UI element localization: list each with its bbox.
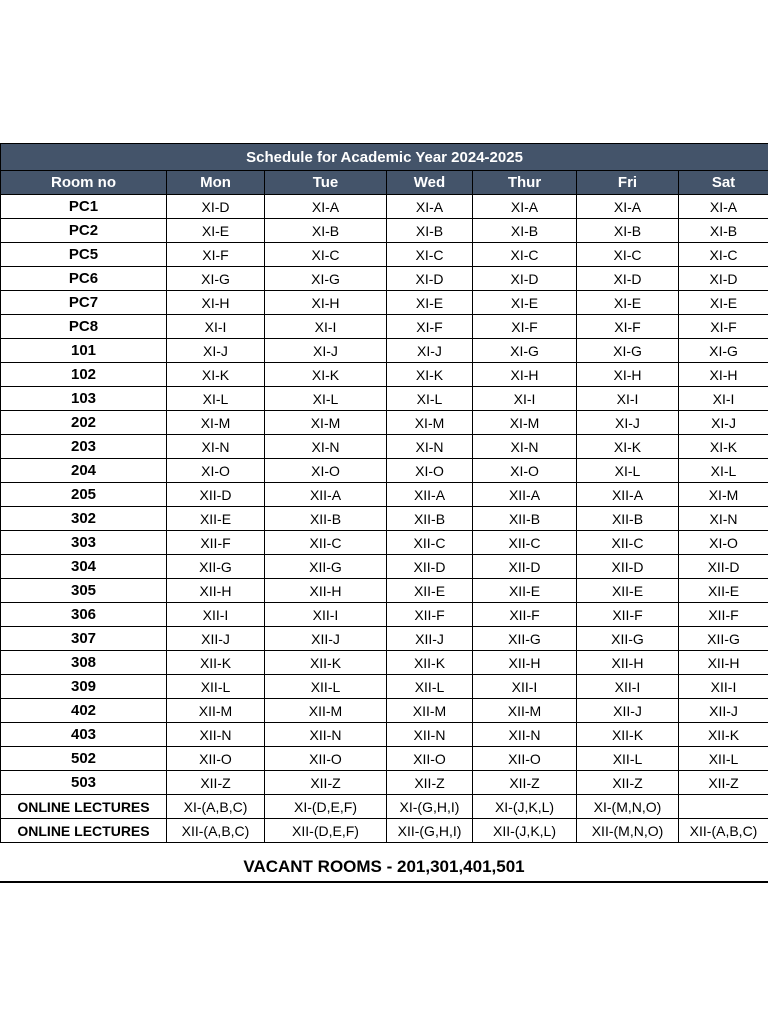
room-number-cell: 304 — [1, 555, 167, 579]
class-cell: XI-M — [679, 483, 768, 507]
online-lectures-label: ONLINE LECTURES — [1, 795, 167, 819]
room-number-cell: 102 — [1, 363, 167, 387]
table-row — [1, 483, 768, 507]
class-cell: XI-F — [679, 315, 768, 339]
class-cell: XII-E — [387, 579, 473, 603]
class-cell: XI-E — [167, 219, 265, 243]
room-number-cell: 308 — [1, 651, 167, 675]
table-row — [1, 339, 768, 363]
class-cell: XII-(A,B,C) — [167, 819, 265, 843]
class-cell: XII-F — [679, 603, 768, 627]
class-cell: XI-(G,H,I) — [387, 795, 473, 819]
class-cell: XII-O — [265, 747, 387, 771]
class-cell: XII-D — [577, 555, 679, 579]
class-cell: XII-L — [577, 747, 679, 771]
class-cell: XII-F — [473, 603, 577, 627]
class-cell: XII-A — [577, 483, 679, 507]
class-cell: XII-L — [387, 675, 473, 699]
class-cell: XII-C — [387, 531, 473, 555]
class-cell: XI-C — [473, 243, 577, 267]
class-cell: XI-A — [265, 195, 387, 219]
table-row — [1, 387, 768, 411]
class-cell: XI-K — [265, 363, 387, 387]
class-cell: XII-G — [265, 555, 387, 579]
class-cell: XI-(D,E,F) — [265, 795, 387, 819]
online-lectures-label: ONLINE LECTURES — [1, 819, 167, 843]
table-row — [1, 555, 768, 579]
class-cell: XI-J — [167, 339, 265, 363]
class-cell: XI-D — [473, 267, 577, 291]
class-cell: XII-H — [577, 651, 679, 675]
table-row — [1, 435, 768, 459]
class-cell: XII-I — [265, 603, 387, 627]
class-cell: XII-A — [473, 483, 577, 507]
class-cell: XII-F — [387, 603, 473, 627]
class-cell: XII-J — [679, 699, 768, 723]
class-cell: XII-D — [167, 483, 265, 507]
class-cell: XI-N — [167, 435, 265, 459]
class-cell: XI-(A,B,C) — [167, 795, 265, 819]
class-cell: XII-N — [265, 723, 387, 747]
class-cell: XII-Z — [679, 771, 768, 795]
class-cell: XI-I — [679, 387, 768, 411]
room-number-cell: 307 — [1, 627, 167, 651]
class-cell: XI-M — [265, 411, 387, 435]
class-cell: XI-L — [577, 459, 679, 483]
class-cell: XI-L — [387, 387, 473, 411]
table-row — [1, 675, 768, 699]
class-cell: XII-C — [577, 531, 679, 555]
class-cell: XII-J — [387, 627, 473, 651]
class-cell: XII-M — [167, 699, 265, 723]
table-row — [1, 627, 768, 651]
class-cell: XII-E — [167, 507, 265, 531]
class-cell: XI-J — [577, 411, 679, 435]
table-row — [1, 531, 768, 555]
class-cell: XII-F — [577, 603, 679, 627]
class-cell: XI-L — [265, 387, 387, 411]
class-cell: XI-J — [387, 339, 473, 363]
class-cell: XII-Z — [473, 771, 577, 795]
class-cell: XI-O — [387, 459, 473, 483]
room-number-cell: 502 — [1, 747, 167, 771]
class-cell: XII-Z — [387, 771, 473, 795]
table-row — [1, 603, 768, 627]
class-cell: XI-B — [473, 219, 577, 243]
class-cell: XI-(M,N,O) — [577, 795, 679, 819]
class-cell: XII-(M,N,O) — [577, 819, 679, 843]
class-cell: XI-O — [167, 459, 265, 483]
class-cell: XI-A — [387, 195, 473, 219]
class-cell: XII-N — [387, 723, 473, 747]
schedule-table — [0, 143, 768, 843]
class-cell: XI-K — [167, 363, 265, 387]
class-cell: XI-N — [265, 435, 387, 459]
class-cell: XII-B — [577, 507, 679, 531]
class-cell: XII-I — [577, 675, 679, 699]
table-row — [1, 723, 768, 747]
room-number-cell: PC2 — [1, 219, 167, 243]
table-row — [1, 699, 768, 723]
class-cell — [679, 795, 768, 819]
column-header-thur: Thur — [473, 171, 577, 195]
class-cell: XI-B — [265, 219, 387, 243]
class-cell: XII-J — [167, 627, 265, 651]
room-number-cell: PC8 — [1, 315, 167, 339]
table-row — [1, 507, 768, 531]
table-row — [1, 363, 768, 387]
room-number-cell: PC7 — [1, 291, 167, 315]
class-cell: XII-M — [473, 699, 577, 723]
class-cell: XII-O — [387, 747, 473, 771]
room-number-cell: 309 — [1, 675, 167, 699]
schedule-sheet — [0, 143, 768, 843]
class-cell: XII-C — [473, 531, 577, 555]
class-cell: XII-K — [679, 723, 768, 747]
room-number-cell: 202 — [1, 411, 167, 435]
class-cell: XI-F — [473, 315, 577, 339]
table-row — [1, 291, 768, 315]
class-cell: XI-A — [577, 195, 679, 219]
class-cell: XI-K — [387, 363, 473, 387]
class-cell: XI-D — [577, 267, 679, 291]
class-cell: XII-C — [265, 531, 387, 555]
class-cell: XI-C — [577, 243, 679, 267]
class-cell: XI-F — [167, 243, 265, 267]
column-header-mon: Mon — [167, 171, 265, 195]
class-cell: XII-G — [473, 627, 577, 651]
class-cell: XI-G — [167, 267, 265, 291]
class-cell: XI-I — [265, 315, 387, 339]
class-cell: XI-F — [387, 315, 473, 339]
class-cell: XI-C — [265, 243, 387, 267]
class-cell: XII-D — [473, 555, 577, 579]
class-cell: XI-K — [679, 435, 768, 459]
class-cell: XII-A — [387, 483, 473, 507]
class-cell: XII-(A,B,C) — [679, 819, 768, 843]
class-cell: XII-B — [473, 507, 577, 531]
table-row — [1, 771, 768, 795]
table-row — [1, 267, 768, 291]
class-cell: XI-C — [387, 243, 473, 267]
room-number-cell: 103 — [1, 387, 167, 411]
class-cell: XI-G — [265, 267, 387, 291]
class-cell: XII-L — [167, 675, 265, 699]
class-cell: XII-G — [577, 627, 679, 651]
class-cell: XII-L — [679, 747, 768, 771]
class-cell: XI-H — [577, 363, 679, 387]
class-cell: XII-N — [473, 723, 577, 747]
class-cell: XI-G — [473, 339, 577, 363]
class-cell: XII-K — [577, 723, 679, 747]
class-cell: XII-H — [679, 651, 768, 675]
class-cell: XI-O — [679, 531, 768, 555]
class-cell: XII-I — [473, 675, 577, 699]
class-cell: XII-G — [167, 555, 265, 579]
class-cell: XI-E — [387, 291, 473, 315]
room-number-cell: 302 — [1, 507, 167, 531]
class-cell: XII-(J,K,L) — [473, 819, 577, 843]
class-cell: XI-L — [679, 459, 768, 483]
class-cell: XII-D — [679, 555, 768, 579]
table-row — [1, 219, 768, 243]
class-cell: XI-E — [679, 291, 768, 315]
room-number-cell: 205 — [1, 483, 167, 507]
class-cell: XI-E — [577, 291, 679, 315]
class-cell: XII-G — [679, 627, 768, 651]
class-cell: XI-J — [679, 411, 768, 435]
class-cell: XI-A — [473, 195, 577, 219]
class-cell: XI-B — [387, 219, 473, 243]
class-cell: XI-K — [577, 435, 679, 459]
table-row — [1, 411, 768, 435]
class-cell: XII-I — [679, 675, 768, 699]
schedule-body — [1, 195, 768, 843]
class-cell: XI-H — [473, 363, 577, 387]
class-cell: XI-G — [679, 339, 768, 363]
room-number-cell: PC6 — [1, 267, 167, 291]
schedule-title: Schedule for Academic Year 2024-2025 — [1, 144, 768, 171]
table-row — [1, 459, 768, 483]
class-cell: XI-O — [473, 459, 577, 483]
class-cell: XII-E — [577, 579, 679, 603]
header-row — [1, 171, 768, 195]
class-cell: XII-E — [679, 579, 768, 603]
title-row — [1, 144, 768, 171]
class-cell: XI-H — [265, 291, 387, 315]
class-cell: XI-H — [167, 291, 265, 315]
room-number-cell: 503 — [1, 771, 167, 795]
class-cell: XII-J — [265, 627, 387, 651]
room-number-cell: PC5 — [1, 243, 167, 267]
class-cell: XI-E — [473, 291, 577, 315]
class-cell: XII-H — [265, 579, 387, 603]
class-cell: XI-O — [265, 459, 387, 483]
class-cell: XI-L — [167, 387, 265, 411]
table-row — [1, 747, 768, 771]
class-cell: XII-H — [473, 651, 577, 675]
class-cell: XII-J — [577, 699, 679, 723]
class-cell: XII-F — [167, 531, 265, 555]
class-cell: XII-B — [265, 507, 387, 531]
class-cell: XII-O — [167, 747, 265, 771]
class-cell: XI-F — [577, 315, 679, 339]
room-number-cell: 203 — [1, 435, 167, 459]
room-number-cell: 101 — [1, 339, 167, 363]
class-cell: XII-H — [167, 579, 265, 603]
online-lectures-row — [1, 795, 768, 819]
class-cell: XII-M — [265, 699, 387, 723]
class-cell: XI-(J,K,L) — [473, 795, 577, 819]
class-cell: XI-H — [679, 363, 768, 387]
class-cell: XI-D — [679, 267, 768, 291]
class-cell: XII-I — [167, 603, 265, 627]
table-row — [1, 195, 768, 219]
class-cell: XII-Z — [265, 771, 387, 795]
vacant-rooms-note: VACANT ROOMS - 201,301,401,501 — [0, 853, 768, 883]
room-number-cell: PC1 — [1, 195, 167, 219]
table-row — [1, 315, 768, 339]
class-cell: XI-B — [679, 219, 768, 243]
class-cell: XI-C — [679, 243, 768, 267]
room-number-cell: 305 — [1, 579, 167, 603]
class-cell: XI-I — [473, 387, 577, 411]
table-row — [1, 651, 768, 675]
class-cell: XI-G — [577, 339, 679, 363]
table-row — [1, 579, 768, 603]
class-cell: XII-B — [387, 507, 473, 531]
class-cell: XI-M — [167, 411, 265, 435]
class-cell: XI-I — [577, 387, 679, 411]
class-cell: XII-(D,E,F) — [265, 819, 387, 843]
class-cell: XII-A — [265, 483, 387, 507]
class-cell: XII-K — [387, 651, 473, 675]
class-cell: XII-M — [387, 699, 473, 723]
class-cell: XII-O — [473, 747, 577, 771]
online-lectures-row — [1, 819, 768, 843]
column-header-room-no: Room no — [1, 171, 167, 195]
room-number-cell: 403 — [1, 723, 167, 747]
class-cell: XII-D — [387, 555, 473, 579]
class-cell: XII-L — [265, 675, 387, 699]
class-cell: XI-N — [679, 507, 768, 531]
class-cell: XI-N — [387, 435, 473, 459]
room-number-cell: 402 — [1, 699, 167, 723]
class-cell: XI-M — [387, 411, 473, 435]
class-cell: XI-M — [473, 411, 577, 435]
column-header-sat: Sat — [679, 171, 768, 195]
class-cell: XI-A — [679, 195, 768, 219]
class-cell: XI-D — [167, 195, 265, 219]
class-cell: XI-N — [473, 435, 577, 459]
room-number-cell: 204 — [1, 459, 167, 483]
class-cell: XII-K — [265, 651, 387, 675]
class-cell: XI-B — [577, 219, 679, 243]
room-number-cell: 306 — [1, 603, 167, 627]
class-cell: XI-D — [387, 267, 473, 291]
class-cell: XII-(G,H,I) — [387, 819, 473, 843]
column-header-fri: Fri — [577, 171, 679, 195]
class-cell: XI-I — [167, 315, 265, 339]
class-cell: XI-J — [265, 339, 387, 363]
table-row — [1, 243, 768, 267]
class-cell: XII-Z — [577, 771, 679, 795]
class-cell: XII-N — [167, 723, 265, 747]
column-header-wed: Wed — [387, 171, 473, 195]
column-header-tue: Tue — [265, 171, 387, 195]
class-cell: XII-Z — [167, 771, 265, 795]
class-cell: XII-K — [167, 651, 265, 675]
class-cell: XII-E — [473, 579, 577, 603]
room-number-cell: 303 — [1, 531, 167, 555]
